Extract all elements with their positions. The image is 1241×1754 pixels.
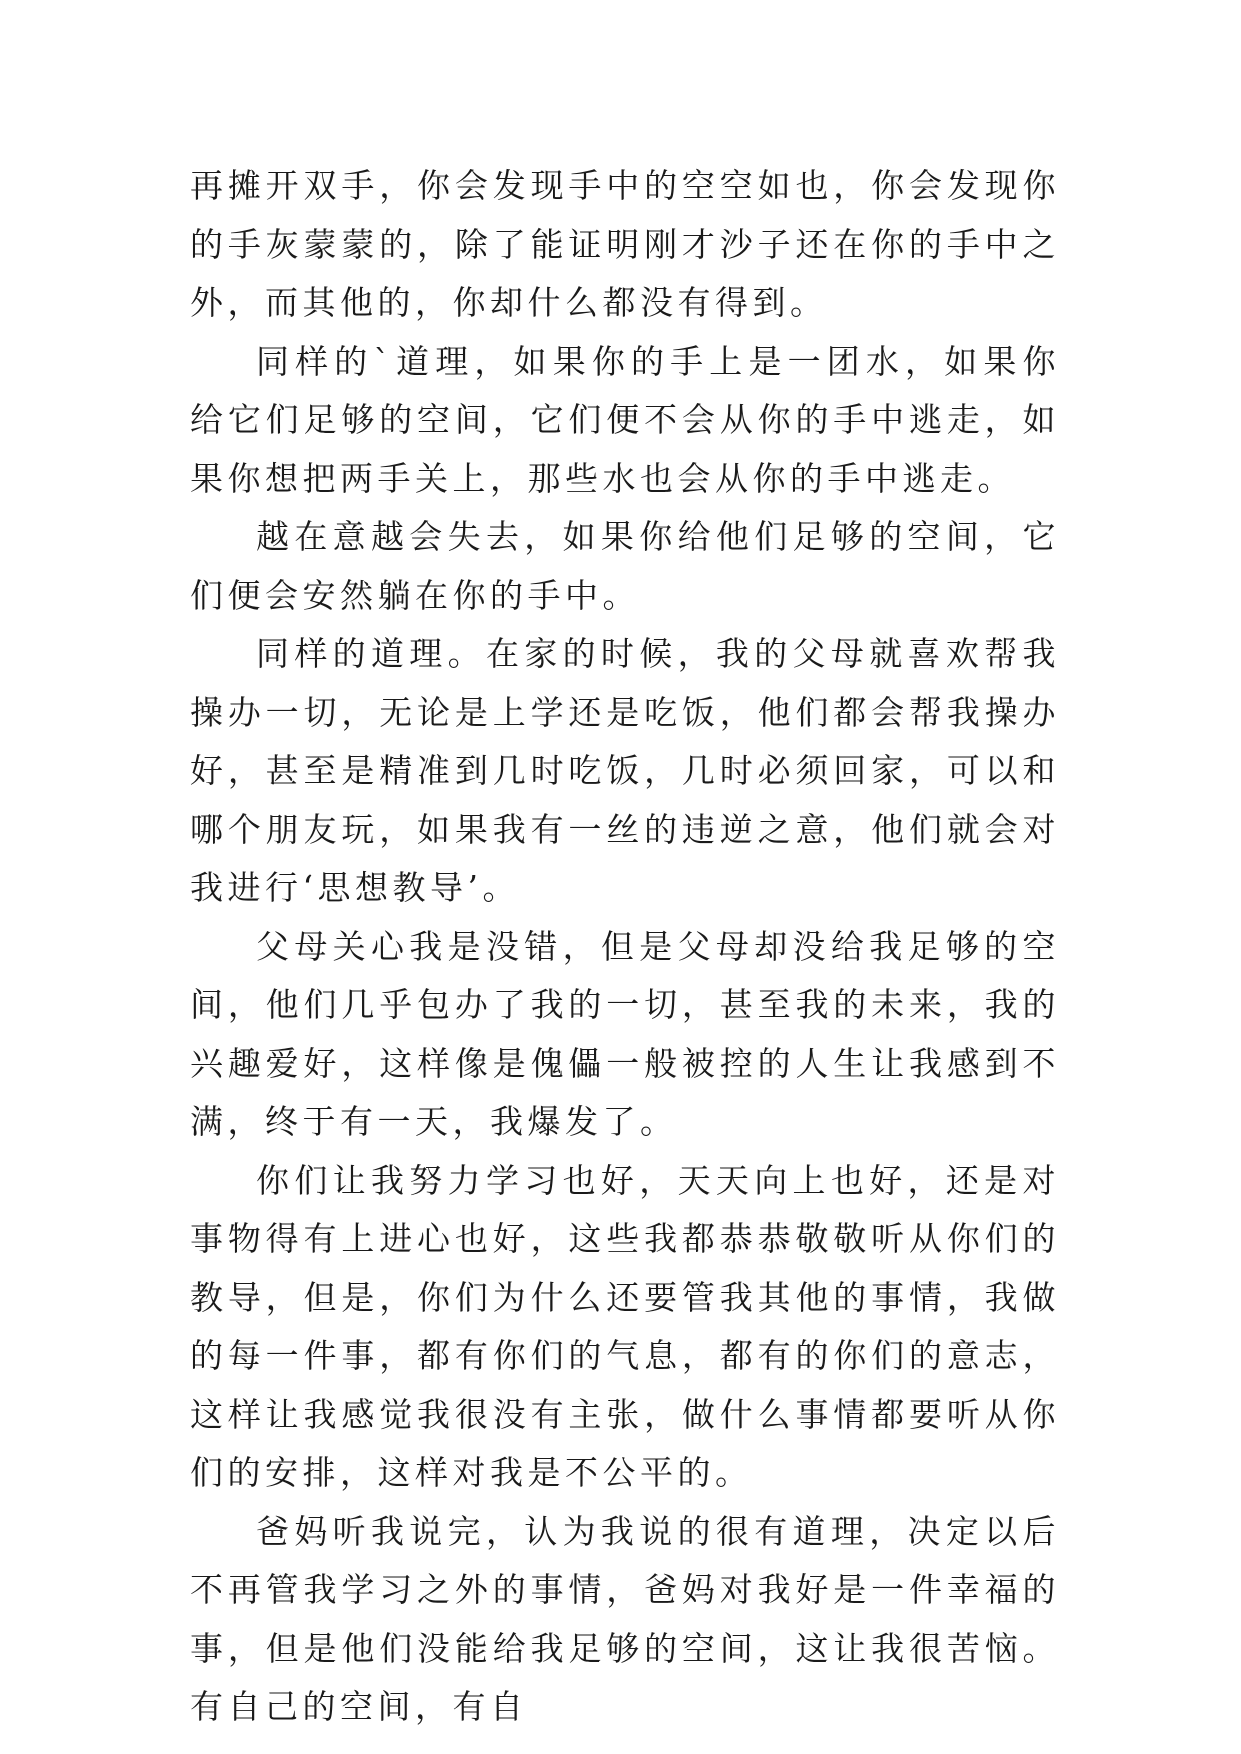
paragraph-4: 同样的道理。在家的时候，我的父母就喜欢帮我操办一切，无论是上学还是吃饭，他们都会帮我操办好，甚至是精准到几时吃饭，几时必须回家，可以和哪个朋友玩，如果我有一丝的违逆之意，他们就会对我进行‘思想教导’。 [190, 634, 1060, 907]
paragraph-7: 爸妈听我说完，认为我说的很有道理，决定以后不再管我学习之外的事情，爸妈对我好是一件幸福的事，但是他们没能给我足够的空间，这让我很苦恼。有自己的空间，有自 [190, 1511, 1060, 1726]
paragraph-6: 你们让我努力学习也好，天天向上也好，还是对事物得有上进心也好，这些我都恭恭敬敬听从你们的教导，但是，你们为什么还要管我其他的事情，我做的每一件事，都有你们的气息，都有的你们的意志，这样让我感觉我很没有主张，做什么事情都要听从你们的安排，这样对我是不公平的。 [190, 1160, 1060, 1492]
paragraph-3: 越在意越会失去，如果你给他们足够的空间，它们便会安然躺在你的手中。 [190, 517, 1060, 615]
paragraph-2: 同样的`道理，如果你的手上是一团水，如果你给它们足够的空间，它们便不会从你的手中逃走，如果你想把两手关上，那些水也会从你的手中逃走。 [190, 341, 1060, 498]
document-body [190, 157, 1060, 1737]
paragraph-5: 父母关心我是没错，但是父母却没给我足够的空间，他们几乎包办了我的一切，甚至我的未来，我的兴趣爱好，这样像是傀儡一般被控的人生让我感到不满，终于有一天，我爆发了。 [190, 926, 1060, 1141]
paragraph-1: 再摊开双手，你会发现手中的空空如也，你会发现你的手灰蒙蒙的，除了能证明刚才沙子还在你的手中之外，而其他的，你却什么都没有得到。 [190, 166, 1060, 322]
